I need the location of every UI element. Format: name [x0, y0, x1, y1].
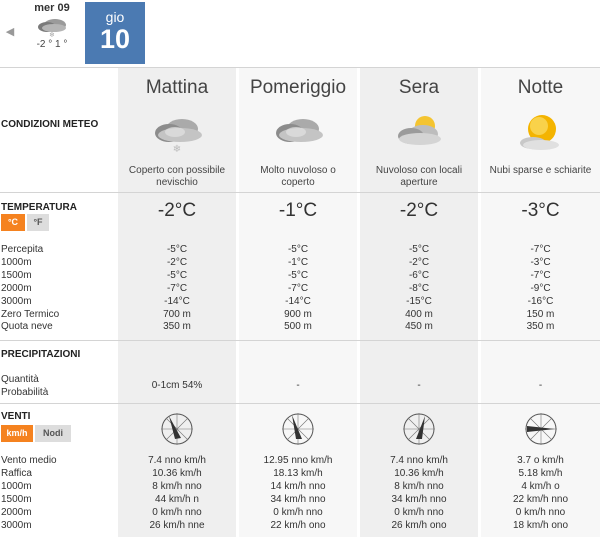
wind-direction-icon [118, 411, 236, 447]
day-strip [0, 0, 600, 64]
value-cell: -14°C [285, 295, 311, 307]
row-label: Probabilità [1, 386, 49, 398]
value-cell: 26 km/h nne [149, 519, 205, 531]
value-cell: -5°C [408, 244, 430, 255]
value-cell: 0 km/h nno [152, 506, 202, 518]
value-cell: -7°C [530, 244, 551, 255]
value-cell: 18 km/h ono [512, 519, 569, 531]
precipitation-value: - [296, 380, 300, 391]
row-label: Raffica [1, 467, 32, 479]
forecast-grid [0, 67, 600, 537]
value-cell: 44 km/h n [155, 493, 199, 505]
day-tab-current[interactable] [85, 2, 145, 64]
wind-values [360, 455, 478, 532]
row-label: 1000m [1, 256, 32, 268]
period-description: Nuvoloso con locali aperture [375, 165, 463, 188]
value-cell: 34 km/h nno [391, 493, 447, 505]
section-title-precipitation: PRECIPITAZIONI [1, 349, 81, 360]
row-label: 3000m [1, 519, 32, 531]
svg-text:❄: ❄ [172, 144, 182, 155]
value-cell: 400 m [405, 308, 433, 320]
cloud-snow-icon [35, 16, 69, 38]
value-cell: -3°C [530, 256, 551, 268]
value-cell: 7.4 nno km/h [390, 455, 448, 466]
knots-toggle[interactable]: Nodi [35, 425, 71, 442]
value-cell: -7°C [166, 282, 188, 294]
period-temperature: -3°C [521, 200, 560, 221]
value-cell: 14 km/h nno [270, 480, 326, 492]
section-title-wind: VENTI [1, 411, 31, 422]
row-label: 2000m [1, 282, 32, 294]
temperature-values [481, 244, 600, 334]
value-cell: -5°C [166, 244, 188, 255]
row-label: 2000m [1, 506, 32, 518]
row-label: 1500m [1, 493, 32, 505]
value-cell: 350 m [526, 321, 555, 333]
row-label: Quota neve [1, 321, 53, 333]
value-cell: -2°C [408, 256, 430, 268]
period-temperature: -2°C [157, 200, 197, 221]
period-temperature: -2°C [399, 200, 439, 221]
value-cell: -9°C [530, 282, 551, 294]
cloudy-icon [239, 112, 357, 158]
precipitation-value: 0-1cm 54% [151, 380, 203, 391]
value-cell: 150 m [526, 308, 555, 320]
temperature-values [118, 244, 236, 334]
value-cell: 26 km/h ono [391, 519, 447, 531]
day-temps: -2 ° 1 ° [36, 39, 68, 50]
day-tab-previous[interactable] [22, 2, 82, 64]
cloud-snow-icon [118, 112, 236, 158]
value-cell: 34 km/h nno [270, 493, 326, 505]
value-cell: 4 km/h o [521, 480, 560, 492]
period-title: Notte [517, 77, 564, 98]
wind-labels [1, 455, 57, 532]
section-title-conditions: CONDIZIONI METEO [1, 119, 99, 130]
value-cell: 700 m [163, 308, 191, 320]
wind-direction-icon [360, 411, 478, 447]
section-title-temperature: TEMPERATURA [1, 202, 77, 213]
value-cell: 12.95 nno km/h [263, 455, 333, 466]
value-cell: -1°C [287, 256, 309, 268]
value-cell: -7°C [530, 269, 551, 281]
period-description: Coperto con possibile nevischio [128, 165, 226, 188]
value-cell: 0 km/h nno [394, 506, 444, 518]
value-cell: 8 km/h nno [394, 480, 444, 492]
divider [0, 67, 600, 68]
value-cell: 450 m [405, 321, 433, 333]
fahrenheit-toggle[interactable]: °F [27, 214, 49, 231]
svg-text:❄: ❄ [49, 31, 55, 38]
value-cell: -14°C [164, 295, 190, 307]
value-cell: 22 km/h ono [270, 519, 326, 531]
divider [0, 340, 600, 341]
wind-direction-icon [481, 411, 600, 447]
value-cell: 7.4 nno km/h [148, 455, 206, 466]
wind-values [481, 455, 600, 532]
precipitation-value: - [538, 380, 543, 391]
precipitation-value: - [417, 380, 421, 391]
value-cell: 10.36 km/h [152, 467, 202, 479]
divider [0, 192, 600, 193]
value-cell: 900 m [284, 308, 312, 320]
sun-cloud-icon [481, 112, 600, 158]
value-cell: 500 m [284, 321, 312, 333]
value-cell: 0 km/h nno [273, 506, 323, 518]
value-cell: 10.36 km/h [394, 467, 444, 479]
value-cell: -5°C [166, 269, 188, 281]
value-cell: -5°C [287, 244, 309, 255]
value-cell: 18.13 km/h [273, 467, 323, 479]
period-title: Sera [398, 77, 440, 98]
value-cell: -16°C [527, 295, 554, 307]
precipitation-labels [1, 374, 48, 400]
value-cell: -2°C [166, 256, 188, 268]
row-label: Percepita [1, 244, 44, 255]
day-label: mer 09 [34, 2, 70, 14]
row-label: Quantità [1, 374, 39, 385]
value-cell: 8 km/h nno [152, 480, 202, 492]
row-label: Vento medio [1, 455, 57, 466]
value-cell: 0 km/h nno [515, 506, 566, 518]
value-cell: -5°C [287, 269, 309, 281]
period-title: Pomeriggio [249, 77, 347, 98]
value-cell: -7°C [287, 282, 309, 294]
wind-values [118, 455, 236, 532]
celsius-toggle[interactable]: °C [1, 214, 25, 231]
triangle-left-icon[interactable]: ◀ [5, 26, 15, 38]
value-cell: -15°C [406, 295, 432, 307]
value-cell: 5.18 km/h [518, 467, 563, 479]
day-label: gio [105, 9, 125, 25]
row-label: 1000m [1, 480, 32, 492]
temperature-values [239, 244, 357, 334]
period-temperature: -1°C [278, 200, 318, 221]
partly-sunny-icon [360, 112, 478, 158]
temperature-values [360, 244, 478, 334]
value-cell: -8°C [408, 282, 430, 294]
period-description: Molto nuvoloso o coperto [260, 165, 336, 188]
day-number: 10 [99, 24, 131, 54]
value-cell: 3.7 o km/h [517, 455, 564, 466]
wind-values [239, 455, 357, 532]
row-label: 1500m [1, 269, 32, 281]
period-title: Mattina [145, 77, 209, 98]
row-label: 3000m [1, 295, 32, 307]
divider [0, 403, 600, 404]
value-cell: 22 km/h nno [512, 493, 569, 505]
value-cell: -6°C [408, 269, 430, 281]
temperature-labels [1, 244, 59, 334]
kmh-toggle[interactable]: km/h [1, 425, 33, 442]
wind-direction-icon [239, 411, 357, 447]
value-cell: 350 m [163, 321, 191, 333]
period-description: Nubi sparse e schiarite [489, 165, 592, 176]
row-label: Zero Termico [1, 308, 60, 320]
